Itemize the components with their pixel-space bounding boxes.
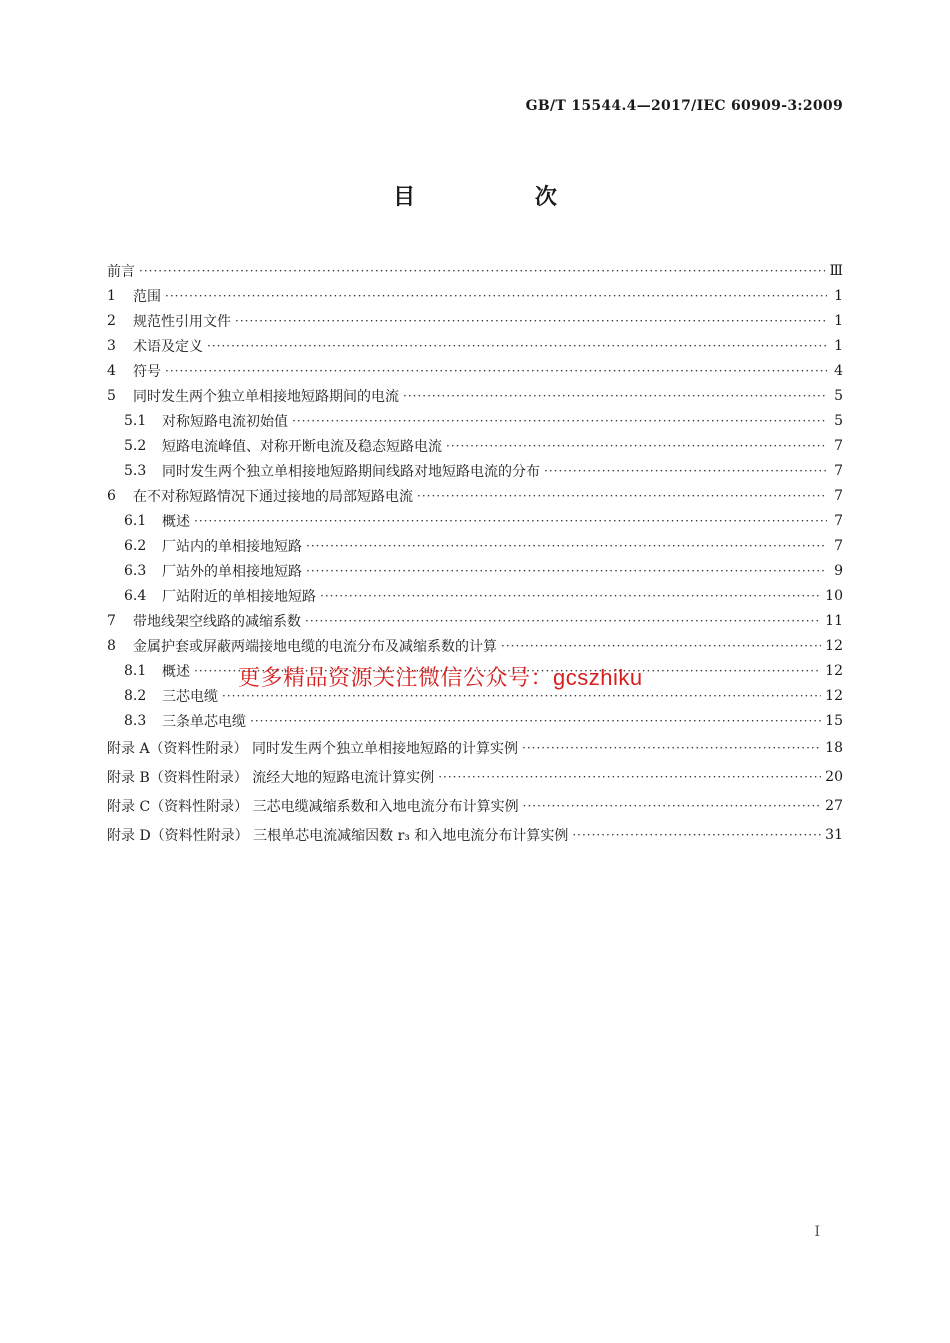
toc-entry-number: 7 [107, 612, 116, 629]
toc-leader-dots [292, 414, 827, 428]
toc-entry-page: 18 [825, 739, 843, 756]
toc-leader-dots [320, 589, 821, 603]
page-number: I [814, 1224, 820, 1240]
toc-entry-page: 15 [825, 712, 843, 729]
toc-leader-dots [522, 741, 821, 755]
toc-entry-page: 10 [825, 587, 843, 604]
toc-entry-number: 5 [107, 387, 116, 404]
toc-entry-label: 概述 [162, 513, 190, 530]
toc-entry-page: 1 [834, 287, 843, 304]
toc-entry-label: 概述 [162, 663, 190, 680]
toc-entry-number: 6.3 [124, 562, 147, 579]
toc-entry-label: 前言 [107, 263, 135, 280]
toc-entry-number: 6.1 [124, 512, 147, 529]
toc-entry-number: 8.1 [124, 662, 147, 679]
toc-entry[interactable] [107, 458, 843, 483]
toc-leader-dots [165, 364, 827, 378]
toc-entry[interactable] [107, 358, 843, 383]
toc-entry-number: 8 [107, 637, 116, 654]
toc-entry-page: 11 [825, 612, 843, 629]
watermark-text: 更多精品资源关注微信公众号：gcszhiku [238, 665, 643, 690]
toc-entry[interactable] [107, 762, 843, 791]
toc-entry-label: 符号 [133, 363, 161, 380]
toc-entry-label: 短路电流峰值、对称开断电流及稳态短路电流 [162, 438, 442, 455]
toc-entry[interactable] [107, 383, 843, 408]
toc-entry-label: 附录 A（资料性附录） 同时发生两个独立单相接地短路的计算实例 [107, 740, 519, 757]
toc-entry-page: 12 [825, 637, 843, 654]
toc-entry-number: 4 [107, 362, 116, 379]
toc-leader-dots [403, 389, 827, 403]
toc-entry[interactable] [107, 791, 843, 820]
toc-leader-dots [250, 714, 821, 728]
toc-entry-number: 6.4 [124, 587, 147, 604]
toc-entry-page: Ⅲ [829, 262, 843, 279]
toc-leader-dots [139, 264, 825, 278]
toc-leader-dots [194, 514, 827, 528]
toc-entry[interactable] [107, 608, 843, 633]
toc-entry[interactable] [107, 508, 843, 533]
toc-entry[interactable] [107, 333, 843, 358]
toc-entry[interactable] [107, 733, 843, 762]
toc-entry-number: 3 [107, 337, 116, 354]
toc-entry-number: 6 [107, 487, 116, 504]
toc-entry-page: 1 [834, 337, 843, 354]
toc-entry-label: 附录 C（资料性附录） 三芯电缆减缩系数和入地电流分布计算实例 [107, 798, 519, 815]
toc-entry-label: 对称短路电流初始值 [162, 413, 288, 430]
toc-entry-number: 5.1 [124, 412, 147, 429]
toc-entry-page: 7 [834, 512, 843, 529]
toc-entry-number: 5.3 [124, 462, 147, 479]
toc-entry-number: 8.2 [124, 687, 147, 704]
toc-entry[interactable] [107, 820, 843, 849]
toc-entry-number: 5.2 [124, 437, 147, 454]
toc-entry-label: 同时发生两个独立单相接地短路期间的电流 [133, 388, 399, 405]
toc-leader-dots [306, 564, 827, 578]
toc-entry[interactable] [107, 283, 843, 308]
toc-entry-label: 附录 D（资料性附录） 三根单芯电流减缩因数 r₃ 和入地电流分布计算实例 [107, 827, 569, 844]
toc-entry-label: 附录 B（资料性附录） 流经大地的短路电流计算实例 [107, 769, 435, 786]
toc-entry-number: 6.2 [124, 537, 147, 554]
toc-leader-dots [544, 464, 827, 478]
standard-header [526, 98, 843, 114]
toc-entry-page: 4 [834, 362, 843, 379]
toc-entry-label: 厂站附近的单相接地短路 [162, 588, 316, 605]
toc-leader-dots [523, 799, 822, 813]
toc-leader-dots [501, 639, 821, 653]
toc-entry[interactable] [107, 408, 843, 433]
toc-entry-label: 厂站外的单相接地短路 [162, 563, 302, 580]
toc-entry-number: 1 [107, 287, 116, 304]
toc-entry-page: 27 [825, 797, 843, 814]
toc-entry-page: 5 [834, 412, 843, 429]
page-title: 目 次 [393, 184, 613, 210]
toc-leader-dots [305, 614, 821, 628]
toc-leader-dots [572, 828, 821, 842]
toc-entry-label: 同时发生两个独立单相接地短路期间线路对地短路电流的分布 [162, 463, 540, 480]
toc-entry-number: 8.3 [124, 712, 147, 729]
toc-entry[interactable] [107, 708, 843, 733]
toc-entry-label: 术语及定义 [133, 338, 203, 355]
toc-entry[interactable] [107, 258, 843, 283]
toc-entry-label: 范围 [133, 288, 161, 305]
toc-leader-dots [417, 489, 827, 503]
toc-leader-dots [235, 314, 827, 328]
toc-entry[interactable] [107, 533, 843, 558]
toc-leader-dots [438, 770, 821, 784]
standard-number: GB/T 15544.4—2017/IEC 60909-3:2009 [525, 98, 843, 114]
toc-entry-page: 12 [825, 687, 843, 704]
toc-entry-label: 三条单芯电缆 [162, 713, 246, 730]
toc-entry-page: 7 [834, 537, 843, 554]
toc-entry-label: 金属护套或屏蔽两端接地电缆的电流分布及减缩系数的计算 [133, 638, 497, 655]
toc-entry-page: 1 [834, 312, 843, 329]
toc-entry-page: 7 [834, 437, 843, 454]
toc-entry[interactable] [107, 483, 843, 508]
toc-entry-page: 7 [834, 462, 843, 479]
toc-entry-label: 厂站内的单相接地短路 [162, 538, 302, 555]
toc-leader-dots [165, 289, 827, 303]
toc-entry[interactable] [107, 433, 843, 458]
toc-entry-page: 7 [834, 487, 843, 504]
toc-entry-page: 20 [825, 768, 843, 785]
toc-entry-number: 2 [107, 312, 116, 329]
toc-entry-label: 规范性引用文件 [133, 313, 231, 330]
toc-entry[interactable] [107, 633, 843, 658]
toc-entry-page: 9 [834, 562, 843, 579]
toc-entry-label: 三芯电缆 [162, 688, 218, 705]
toc-leader-dots [446, 439, 827, 453]
toc-leader-dots [207, 339, 827, 353]
toc-entry[interactable] [107, 308, 843, 333]
toc-entry-page: 5 [834, 387, 843, 404]
toc-leader-dots [306, 539, 827, 553]
toc-entry[interactable] [107, 558, 843, 583]
table-of-contents [107, 258, 843, 849]
toc-entry[interactable] [107, 583, 843, 608]
toc-entry-label: 在不对称短路情况下通过接地的局部短路电流 [133, 488, 413, 505]
toc-entry-page: 12 [825, 662, 843, 679]
toc-entry-page: 31 [825, 826, 843, 843]
toc-entry-label: 带地线架空线路的减缩系数 [133, 613, 301, 630]
